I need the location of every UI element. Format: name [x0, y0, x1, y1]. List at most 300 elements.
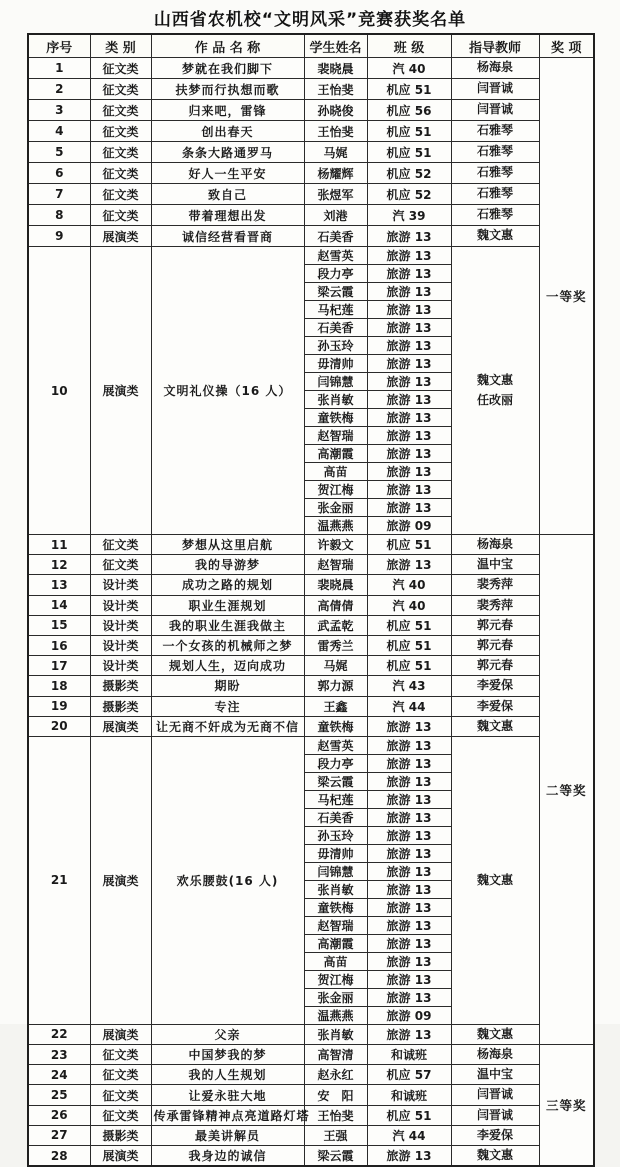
cell-teacher: [451, 555, 539, 575]
cell-student: 闫锦慧: [304, 373, 367, 391]
cell-work: 成功之路的规划: [151, 575, 304, 595]
table-row: [28, 247, 594, 265]
cell-student: 张肖敏: [304, 1024, 367, 1044]
cell-work: 期盼: [151, 676, 304, 696]
cell-student: 童铁梅: [304, 898, 367, 916]
cell-class: 汽 40: [367, 58, 451, 79]
cell-work: 扶梦而行执想而歌: [151, 79, 304, 100]
cell-work: 我的导游梦: [151, 555, 304, 575]
cell-award: 三等奖: [539, 1045, 594, 1167]
cell-teacher: [451, 716, 539, 736]
cell-category: 展演类: [90, 226, 151, 247]
cell-class: 旅游 13: [367, 844, 451, 862]
cell-student: 高倩倩: [304, 595, 367, 615]
cell-work: 一个女孩的机械师之梦: [151, 635, 304, 655]
cell-student: 安 阳: [304, 1085, 367, 1105]
column-header-1: 类 别: [90, 34, 151, 58]
teacher-name: 郭元春: [476, 637, 513, 652]
cell-teacher: [451, 676, 539, 696]
cell-work: 欢乐腰鼓(16 人): [151, 736, 304, 1024]
table-row: [28, 535, 594, 555]
cell-no: 6: [28, 163, 90, 184]
teacher-name: 杨海泉: [476, 537, 513, 551]
cell-category: 摄影类: [90, 1125, 151, 1145]
cell-student: 童铁梅: [304, 716, 367, 736]
cell-work: 规划人生，迈向成功: [151, 656, 304, 676]
cell-teacher: [451, 656, 539, 676]
cell-class: 和诚班: [367, 1045, 451, 1065]
cell-work: 文明礼仪操（16 人）: [151, 247, 304, 535]
cell-student: 张金丽: [304, 988, 367, 1006]
cell-class: 旅游 13: [367, 427, 451, 445]
cell-category: 展演类: [90, 716, 151, 736]
cell-student: 孙晓俊: [304, 100, 367, 121]
cell-work: 好人一生平安: [151, 163, 304, 184]
table-row: [28, 79, 594, 100]
cell-category: 征文类: [90, 79, 151, 100]
teacher-name: 闫晋诚: [476, 1107, 513, 1122]
table-row: [28, 142, 594, 163]
cell-class: 机应 57: [367, 1065, 451, 1085]
teacher-name: 闫晋诚: [476, 102, 513, 117]
cell-category: 设计类: [90, 595, 151, 615]
cell-class: 旅游 13: [367, 988, 451, 1006]
cell-award: 一等奖: [539, 58, 594, 535]
cell-student: 段力亭: [304, 754, 367, 772]
table-row: [28, 1085, 594, 1105]
cell-no: 15: [28, 615, 90, 635]
cell-class: 机应 51: [367, 121, 451, 142]
teacher-name: 魏文惠: [476, 718, 513, 733]
cell-work: 职业生涯规划: [151, 595, 304, 615]
cell-category: 摄影类: [90, 696, 151, 716]
table-row: [28, 656, 594, 676]
cell-class: 机应 51: [367, 142, 451, 163]
cell-student: 赵智瑞: [304, 427, 367, 445]
cell-teacher: [451, 163, 539, 184]
cell-student: 马杞莲: [304, 301, 367, 319]
cell-teacher: [451, 1045, 539, 1065]
cell-class: 机应 52: [367, 184, 451, 205]
teacher-name: 石雅琴: [476, 144, 513, 159]
teacher-name: 石雅琴: [476, 123, 513, 138]
table-row: [28, 595, 594, 615]
cell-class: 旅游 13: [367, 790, 451, 808]
cell-work: 带着理想出发: [151, 205, 304, 226]
cell-class: 旅游 13: [367, 283, 451, 301]
cell-class: 旅游 13: [367, 970, 451, 988]
cell-teacher: [451, 696, 539, 716]
teacher-name: 郭元春: [476, 617, 513, 632]
cell-no: 9: [28, 226, 90, 247]
cell-no: 7: [28, 184, 90, 205]
cell-work: 致自己: [151, 184, 304, 205]
table-row: [28, 615, 594, 635]
teacher-name: 杨海泉: [476, 1047, 513, 1062]
cell-no: 14: [28, 595, 90, 615]
cell-teacher: [451, 736, 539, 1024]
cell-student: 赵雪英: [304, 247, 367, 265]
table-row: [28, 635, 594, 655]
cell-student: 杨耀辉: [304, 163, 367, 184]
cell-student: 马杞莲: [304, 790, 367, 808]
page-title: 山西省农机校“文明风采”竞赛获奖名单: [153, 10, 467, 30]
teacher-name: 魏文惠: [476, 373, 513, 388]
cell-work: 创出春天: [151, 121, 304, 142]
teacher-name: 魏文惠: [476, 228, 513, 243]
cell-student: 闫锦慧: [304, 862, 367, 880]
cell-teacher: [451, 247, 539, 535]
cell-class: 汽 40: [367, 595, 451, 615]
teacher-name: 温中宝: [476, 1067, 513, 1082]
cell-no: 21: [28, 736, 90, 1024]
cell-student: 贺江梅: [304, 970, 367, 988]
teacher-name: 温中宝: [476, 557, 513, 572]
cell-student: 王怡斐: [304, 79, 367, 100]
table-row: [28, 696, 594, 716]
cell-category: 设计类: [90, 635, 151, 655]
cell-teacher: [451, 1024, 539, 1044]
cell-class: 机应 51: [367, 615, 451, 635]
cell-student: 赵智瑞: [304, 916, 367, 934]
cell-no: 26: [28, 1105, 90, 1125]
cell-class: 旅游 13: [367, 481, 451, 499]
cell-student: 赵智瑞: [304, 555, 367, 575]
cell-class: 旅游 13: [367, 247, 451, 265]
table-row: [28, 121, 594, 142]
cell-teacher: [451, 1146, 539, 1167]
awards-table: [27, 33, 595, 1167]
table-row: [28, 676, 594, 696]
teacher-name: 李爱保: [476, 678, 513, 693]
cell-student: 裴晓晨: [304, 575, 367, 595]
teacher-name: 石雅琴: [476, 207, 513, 222]
cell-teacher: [451, 595, 539, 615]
cell-category: 征文类: [90, 1085, 151, 1105]
cell-class: 机应 56: [367, 100, 451, 121]
cell-student: 张肖敏: [304, 880, 367, 898]
table-row: [28, 226, 594, 247]
cell-student: 高潮霞: [304, 445, 367, 463]
cell-no: 22: [28, 1024, 90, 1044]
cell-category: 征文类: [90, 1105, 151, 1125]
table-row: [28, 1125, 594, 1145]
cell-no: 20: [28, 716, 90, 736]
cell-class: 机应 51: [367, 79, 451, 100]
cell-teacher: [451, 635, 539, 655]
cell-student: 温燕燕: [304, 517, 367, 535]
cell-class: 旅游 13: [367, 409, 451, 427]
cell-work: 中国梦我的梦: [151, 1045, 304, 1065]
cell-no: 18: [28, 676, 90, 696]
cell-no: 1: [28, 58, 90, 79]
cell-class: 旅游 13: [367, 862, 451, 880]
cell-class: 旅游 13: [367, 337, 451, 355]
cell-category: 征文类: [90, 184, 151, 205]
cell-class: 汽 44: [367, 1125, 451, 1145]
column-header-6: 奖 项: [539, 34, 594, 58]
cell-no: 28: [28, 1146, 90, 1167]
cell-class: 旅游 13: [367, 916, 451, 934]
table-row: [28, 1105, 594, 1125]
teacher-name: 闫晋诚: [476, 1087, 513, 1102]
cell-student: 赵雪英: [304, 736, 367, 754]
cell-class: 旅游 13: [367, 265, 451, 283]
cell-work: 专注: [151, 696, 304, 716]
cell-class: 旅游 13: [367, 1146, 451, 1167]
table-row: [28, 100, 594, 121]
cell-student: 郭力源: [304, 676, 367, 696]
cell-category: 展演类: [90, 1024, 151, 1044]
cell-no: 2: [28, 79, 90, 100]
header-row: [28, 34, 594, 58]
table-row: [28, 736, 594, 754]
cell-work: 让爱永驻大地: [151, 1085, 304, 1105]
cell-class: 旅游 09: [367, 517, 451, 535]
cell-work: 我身边的诚信: [151, 1146, 304, 1167]
teacher-name: 裴秀萍: [476, 577, 513, 592]
cell-class: 旅游 13: [367, 898, 451, 916]
cell-student: 高智清: [304, 1045, 367, 1065]
cell-no: 23: [28, 1045, 90, 1065]
cell-work: 诚信经营看晋商: [151, 226, 304, 247]
table-row: [28, 575, 594, 595]
cell-teacher: [451, 142, 539, 163]
cell-category: 征文类: [90, 142, 151, 163]
teacher-name: 任改丽: [476, 392, 513, 407]
cell-teacher: [451, 1105, 539, 1125]
cell-no: 12: [28, 555, 90, 575]
cell-no: 16: [28, 635, 90, 655]
cell-teacher: [451, 100, 539, 121]
cell-student: 孙玉玲: [304, 826, 367, 844]
table-row: [28, 1045, 594, 1065]
cell-no: 17: [28, 656, 90, 676]
cell-work: 让无商不奸成为无商不信: [151, 716, 304, 736]
cell-student: 高潮霞: [304, 934, 367, 952]
cell-work: 我的人生规划: [151, 1065, 304, 1085]
cell-class: 旅游 13: [367, 736, 451, 754]
cell-no: 4: [28, 121, 90, 142]
cell-class: 旅游 13: [367, 1024, 451, 1044]
cell-teacher: [451, 535, 539, 555]
cell-student: 武孟乾: [304, 615, 367, 635]
cell-award: 二等奖: [539, 535, 594, 1045]
cell-category: 征文类: [90, 58, 151, 79]
cell-class: 和诚班: [367, 1085, 451, 1105]
cell-class: 机应 51: [367, 635, 451, 655]
cell-class: 汽 40: [367, 575, 451, 595]
cell-class: 旅游 13: [367, 754, 451, 772]
teacher-name: 杨海泉: [476, 60, 513, 75]
cell-category: 征文类: [90, 100, 151, 121]
cell-student: 王怡斐: [304, 1105, 367, 1125]
cell-class: 旅游 13: [367, 952, 451, 970]
cell-category: 征文类: [90, 121, 151, 142]
table-row: [28, 205, 594, 226]
cell-no: 19: [28, 696, 90, 716]
cell-student: 孙玉玲: [304, 337, 367, 355]
cell-class: 机应 52: [367, 163, 451, 184]
cell-no: 10: [28, 247, 90, 535]
teacher-name: 裴秀萍: [476, 597, 513, 612]
cell-no: 13: [28, 575, 90, 595]
teacher-name: 李爱保: [476, 1127, 513, 1142]
cell-class: 旅游 13: [367, 826, 451, 844]
cell-work: 归来吧，雷锋: [151, 100, 304, 121]
cell-class: 旅游 13: [367, 373, 451, 391]
cell-work: 条条大路通罗马: [151, 142, 304, 163]
cell-class: 旅游 13: [367, 226, 451, 247]
teacher-name: 魏文惠: [476, 1026, 513, 1041]
cell-class: 旅游 13: [367, 445, 451, 463]
cell-class: 汽 43: [367, 676, 451, 696]
cell-class: 旅游 13: [367, 880, 451, 898]
cell-category: 设计类: [90, 656, 151, 676]
table-header: [28, 34, 594, 58]
cell-work: 梦想从这里启航: [151, 535, 304, 555]
cell-teacher: [451, 121, 539, 142]
cell-student: 刘港: [304, 205, 367, 226]
table-row: [28, 163, 594, 184]
cell-teacher: [451, 575, 539, 595]
column-header-4: 班 级: [367, 34, 451, 58]
cell-student: 张金丽: [304, 499, 367, 517]
cell-category: 展演类: [90, 736, 151, 1024]
cell-teacher: [451, 615, 539, 635]
cell-class: 汽 39: [367, 205, 451, 226]
cell-teacher: [451, 205, 539, 226]
cell-class: 旅游 13: [367, 499, 451, 517]
cell-category: 征文类: [90, 535, 151, 555]
cell-work: 传承雷锋精神点亮道路灯塔: [151, 1105, 304, 1125]
column-header-5: 指导教师: [451, 34, 539, 58]
cell-student: 王鑫: [304, 696, 367, 716]
table-row: [28, 58, 594, 79]
cell-class: 旅游 09: [367, 1006, 451, 1024]
column-header-0: 序号: [28, 34, 90, 58]
teacher-name: 石雅琴: [476, 186, 513, 201]
cell-no: 24: [28, 1065, 90, 1085]
cell-category: 设计类: [90, 575, 151, 595]
table-row: [28, 716, 594, 736]
cell-student: 张肖敏: [304, 391, 367, 409]
cell-work: 梦就在我们脚下: [151, 58, 304, 79]
cell-category: 征文类: [90, 1065, 151, 1085]
teacher-name: 石雅琴: [476, 165, 513, 180]
cell-teacher: [451, 79, 539, 100]
table-row: [28, 184, 594, 205]
cell-student: 石美香: [304, 226, 367, 247]
cell-student: 赵永红: [304, 1065, 367, 1085]
cell-teacher: [451, 1125, 539, 1145]
cell-student: 雷秀兰: [304, 635, 367, 655]
teacher-name: 郭元春: [476, 658, 513, 673]
table-row: [28, 1024, 594, 1044]
table-body: [28, 58, 594, 1167]
teacher-name: 闫晋诚: [476, 81, 513, 96]
cell-category: 展演类: [90, 1146, 151, 1167]
cell-class: 机应 51: [367, 1105, 451, 1125]
cell-class: 旅游 13: [367, 463, 451, 481]
cell-teacher: [451, 184, 539, 205]
cell-class: 旅游 13: [367, 319, 451, 337]
column-header-2: 作 品 名 称: [151, 34, 304, 58]
cell-student: 张煜军: [304, 184, 367, 205]
cell-student: 段力亭: [304, 265, 367, 283]
cell-no: 8: [28, 205, 90, 226]
cell-student: 马娓: [304, 656, 367, 676]
cell-category: 征文类: [90, 163, 151, 184]
cell-student: 毋清帅: [304, 355, 367, 373]
cell-work: 父亲: [151, 1024, 304, 1044]
cell-category: 征文类: [90, 1045, 151, 1065]
cell-student: 高苗: [304, 463, 367, 481]
cell-work: 最美讲解员: [151, 1125, 304, 1145]
cell-student: 梁云霞: [304, 1146, 367, 1167]
cell-student: 王怡斐: [304, 121, 367, 142]
cell-category: 摄影类: [90, 676, 151, 696]
cell-teacher: [451, 226, 539, 247]
cell-teacher: [451, 1065, 539, 1085]
cell-category: 征文类: [90, 205, 151, 226]
cell-teacher: [451, 1085, 539, 1105]
cell-class: 旅游 13: [367, 391, 451, 409]
cell-no: 5: [28, 142, 90, 163]
cell-class: 旅游 13: [367, 555, 451, 575]
cell-student: 许毅文: [304, 535, 367, 555]
cell-student: 温燕燕: [304, 1006, 367, 1024]
table-row: [28, 555, 594, 575]
cell-class: 旅游 13: [367, 772, 451, 790]
cell-category: 展演类: [90, 247, 151, 535]
cell-no: 27: [28, 1125, 90, 1145]
cell-class: 旅游 13: [367, 355, 451, 373]
cell-work: 我的职业生涯我做主: [151, 615, 304, 635]
cell-student: 高苗: [304, 952, 367, 970]
cell-student: 石美香: [304, 808, 367, 826]
table-row: [28, 1065, 594, 1085]
cell-no: 25: [28, 1085, 90, 1105]
cell-class: 旅游 13: [367, 808, 451, 826]
cell-student: 裴晓晨: [304, 58, 367, 79]
column-header-3: 学生姓名: [304, 34, 367, 58]
cell-student: 王强: [304, 1125, 367, 1145]
cell-class: 机应 51: [367, 535, 451, 555]
cell-student: 梁云霞: [304, 772, 367, 790]
teacher-name: 李爱保: [476, 698, 513, 713]
cell-class: 旅游 13: [367, 934, 451, 952]
cell-student: 马娓: [304, 142, 367, 163]
table-row: [28, 1146, 594, 1167]
teacher-name: 魏文惠: [476, 872, 513, 887]
cell-student: 贺江梅: [304, 481, 367, 499]
cell-no: 3: [28, 100, 90, 121]
cell-student: 毋清帅: [304, 844, 367, 862]
cell-class: 旅游 13: [367, 716, 451, 736]
cell-student: 石美香: [304, 319, 367, 337]
cell-no: 11: [28, 535, 90, 555]
cell-category: 征文类: [90, 555, 151, 575]
cell-class: 旅游 13: [367, 301, 451, 319]
cell-category: 设计类: [90, 615, 151, 635]
cell-student: 童铁梅: [304, 409, 367, 427]
teacher-name: 魏文惠: [476, 1148, 513, 1162]
cell-class: 汽 44: [367, 696, 451, 716]
cell-student: 梁云霞: [304, 283, 367, 301]
cell-class: 机应 51: [367, 656, 451, 676]
cell-teacher: [451, 58, 539, 79]
